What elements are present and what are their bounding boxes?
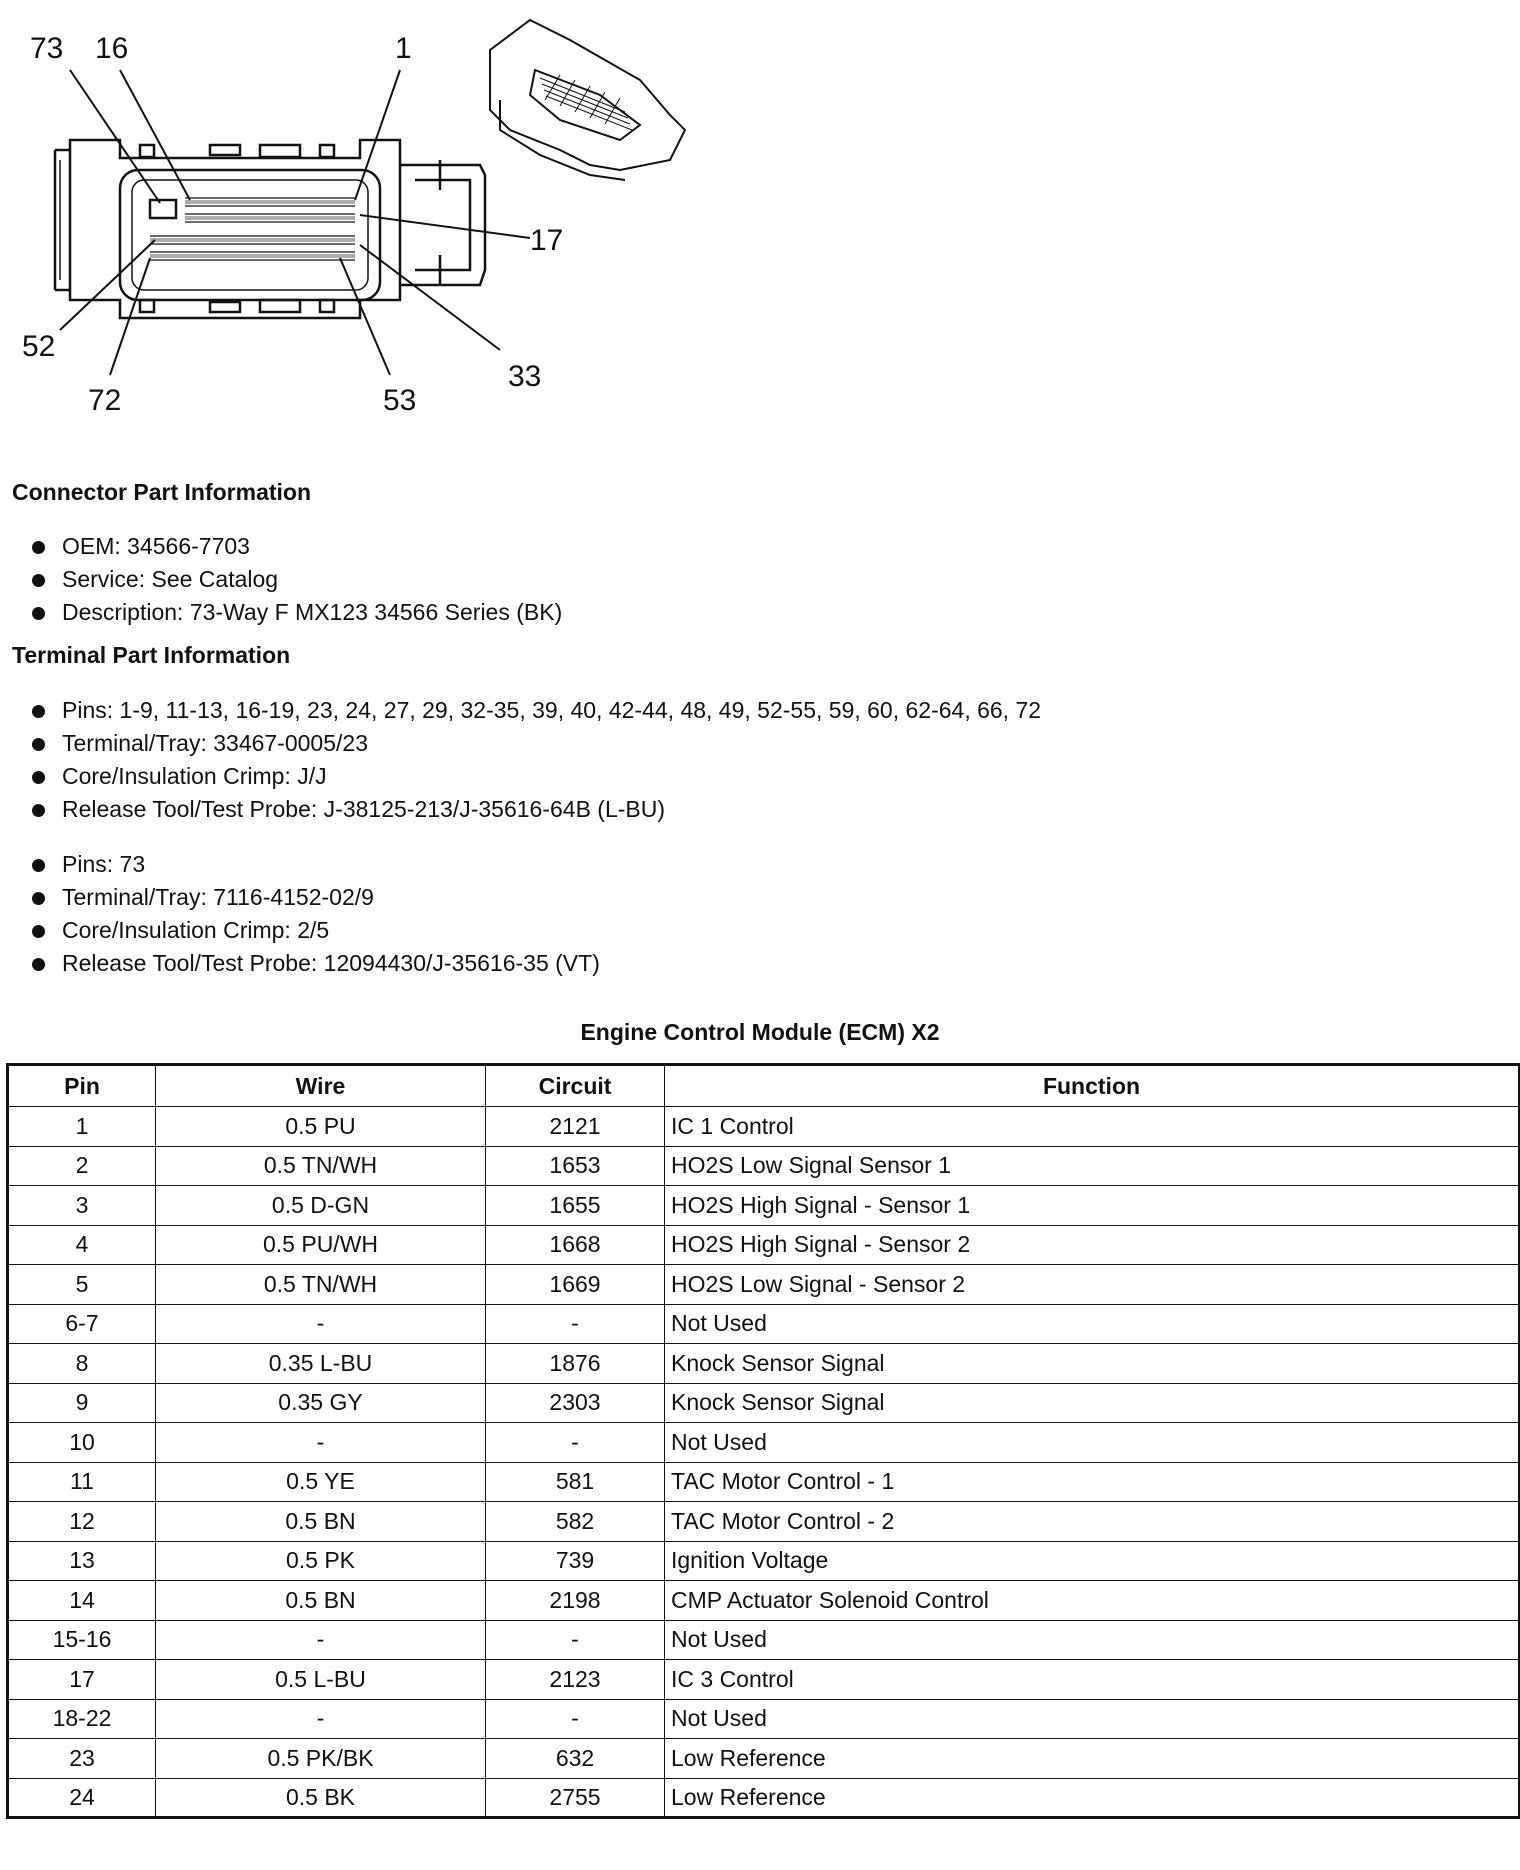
cell-function: Not Used: [665, 1304, 1520, 1344]
cell-pin: 15-16: [8, 1620, 156, 1660]
cell-circuit: 632: [486, 1739, 665, 1779]
table-row: [8, 1423, 1520, 1463]
cell-circuit: -: [486, 1304, 665, 1344]
pin-label-33: 33: [508, 360, 542, 393]
list-item: Service: See Catalog: [24, 563, 562, 596]
list-item: OEM: 34566-7703: [24, 530, 562, 563]
cell-pin: 8: [8, 1344, 156, 1384]
table-row: [8, 1462, 1520, 1502]
list-item: Release Tool/Test Probe: 12094430/J-35616-35 (VT): [24, 947, 600, 980]
table-row: [8, 1778, 1520, 1818]
cell-function: IC 3 Control: [665, 1660, 1520, 1700]
cell-pin: 24: [8, 1778, 156, 1818]
cell-wire: 0.35 L-BU: [156, 1344, 486, 1384]
list-item: Core/Insulation Crimp: J/J: [24, 760, 1041, 793]
cell-pin: 14: [8, 1581, 156, 1621]
list-item: Description: 73-Way F MX123 34566 Series (BK): [24, 596, 562, 629]
list-item: Pins: 1-9, 11-13, 16-19, 23, 24, 27, 29, 32-35, 39, 40, 42-44, 48, 49, 52-55, 59, 60, 62-64, 66, 72: [24, 694, 1041, 727]
cell-wire: -: [156, 1304, 486, 1344]
cell-function: HO2S Low Signal - Sensor 2: [665, 1265, 1520, 1305]
table-row: [8, 1699, 1520, 1739]
cell-pin: 2: [8, 1146, 156, 1186]
cell-pin: 13: [8, 1541, 156, 1581]
cell-function: TAC Motor Control - 1: [665, 1462, 1520, 1502]
header-function: Function: [665, 1065, 1520, 1107]
cell-pin: 12: [8, 1502, 156, 1542]
cell-circuit: -: [486, 1423, 665, 1463]
cell-wire: 0.5 TN/WH: [156, 1146, 486, 1186]
cell-pin: 9: [8, 1383, 156, 1423]
cell-function: HO2S Low Signal Sensor 1: [665, 1146, 1520, 1186]
cell-wire: 0.35 GY: [156, 1383, 486, 1423]
table-row: [8, 1739, 1520, 1779]
cell-function: Not Used: [665, 1699, 1520, 1739]
cell-wire: 0.5 BN: [156, 1581, 486, 1621]
cell-function: HO2S High Signal - Sensor 1: [665, 1186, 1520, 1226]
list-item: Pins: 73: [24, 848, 600, 881]
cell-wire: -: [156, 1423, 486, 1463]
cell-wire: 0.5 YE: [156, 1462, 486, 1502]
cell-function: Low Reference: [665, 1739, 1520, 1779]
cell-pin: 23: [8, 1739, 156, 1779]
cell-function: TAC Motor Control - 2: [665, 1502, 1520, 1542]
cell-circuit: 2303: [486, 1383, 665, 1423]
pin-table: [6, 1063, 1520, 1819]
table-row: [8, 1383, 1520, 1423]
terminal-info-list-2: [24, 848, 600, 980]
cell-circuit: -: [486, 1620, 665, 1660]
table-row: [8, 1581, 1520, 1621]
connector-info-list: [24, 530, 562, 629]
table-row: [8, 1344, 1520, 1384]
cell-wire: 0.5 PK: [156, 1541, 486, 1581]
pin-label-17: 17: [530, 224, 564, 257]
cell-circuit: -: [486, 1699, 665, 1739]
connector-diagram: [0, 0, 720, 430]
list-item: Release Tool/Test Probe: J-38125-213/J-35616-64B (L-BU): [24, 793, 1041, 826]
table-header-row: [8, 1065, 1520, 1107]
list-item: Core/Insulation Crimp: 2/5: [24, 914, 600, 947]
terminal-info-heading: Terminal Part Information: [12, 642, 291, 668]
cell-wire: 0.5 D-GN: [156, 1186, 486, 1226]
cell-wire: 0.5 BK: [156, 1778, 486, 1818]
cell-function: CMP Actuator Solenoid Control: [665, 1581, 1520, 1621]
cell-wire: -: [156, 1620, 486, 1660]
header-pin: Pin: [8, 1065, 156, 1107]
cell-circuit: 1668: [486, 1225, 665, 1265]
pin-label-16: 16: [95, 32, 129, 65]
cell-function: Not Used: [665, 1620, 1520, 1660]
table-body: [8, 1107, 1520, 1818]
table-row: [8, 1225, 1520, 1265]
cell-function: Knock Sensor Signal: [665, 1344, 1520, 1384]
cell-circuit: 1876: [486, 1344, 665, 1384]
cell-pin: 4: [8, 1225, 156, 1265]
table-row: [8, 1541, 1520, 1581]
table-row: [8, 1186, 1520, 1226]
connector-info-heading: Connector Part Information: [12, 479, 312, 505]
cell-pin: 1: [8, 1107, 156, 1147]
table-row: [8, 1146, 1520, 1186]
cell-wire: 0.5 PU/WH: [156, 1225, 486, 1265]
header-wire: Wire: [156, 1065, 486, 1107]
cell-wire: 0.5 L-BU: [156, 1660, 486, 1700]
cell-wire: 0.5 BN: [156, 1502, 486, 1542]
cell-wire: 0.5 PU: [156, 1107, 486, 1147]
terminal-info-list-1: [24, 694, 1041, 826]
table-row: [8, 1304, 1520, 1344]
table-row: [8, 1620, 1520, 1660]
pin-label-52: 52: [22, 330, 56, 363]
cell-circuit: 1669: [486, 1265, 665, 1305]
cell-function: HO2S High Signal - Sensor 2: [665, 1225, 1520, 1265]
cell-function: Ignition Voltage: [665, 1541, 1520, 1581]
cell-function: Not Used: [665, 1423, 1520, 1463]
cell-wire: 0.5 TN/WH: [156, 1265, 486, 1305]
table-row: [8, 1107, 1520, 1147]
cell-function: Knock Sensor Signal: [665, 1383, 1520, 1423]
cell-wire: 0.5 PK/BK: [156, 1739, 486, 1779]
cell-circuit: 581: [486, 1462, 665, 1502]
cell-circuit: 2198: [486, 1581, 665, 1621]
cell-circuit: 2755: [486, 1778, 665, 1818]
pin-label-72: 72: [88, 384, 122, 417]
cell-circuit: 2123: [486, 1660, 665, 1700]
cell-circuit: 1655: [486, 1186, 665, 1226]
cell-wire: -: [156, 1699, 486, 1739]
cell-pin: 10: [8, 1423, 156, 1463]
header-circuit: Circuit: [486, 1065, 665, 1107]
cell-pin: 17: [8, 1660, 156, 1700]
pin-label-1: 1: [395, 32, 412, 65]
cell-pin: 6-7: [8, 1304, 156, 1344]
cell-pin: 18-22: [8, 1699, 156, 1739]
cell-circuit: 582: [486, 1502, 665, 1542]
table-row: [8, 1502, 1520, 1542]
cell-function: Low Reference: [665, 1778, 1520, 1818]
list-item: Terminal/Tray: 33467-0005/23: [24, 727, 1041, 760]
pin-label-73: 73: [30, 32, 64, 65]
cell-function: IC 1 Control: [665, 1107, 1520, 1147]
cell-circuit: 2121: [486, 1107, 665, 1147]
list-item: Terminal/Tray: 7116-4152-02/9: [24, 881, 600, 914]
pin-label-53: 53: [383, 384, 417, 417]
table-row: [8, 1265, 1520, 1305]
cell-pin: 3: [8, 1186, 156, 1226]
table-row: [8, 1660, 1520, 1700]
cell-circuit: 739: [486, 1541, 665, 1581]
cell-pin: 11: [8, 1462, 156, 1502]
table-title: Engine Control Module (ECM) X2: [580, 1019, 940, 1045]
cell-circuit: 1653: [486, 1146, 665, 1186]
cell-pin: 5: [8, 1265, 156, 1305]
